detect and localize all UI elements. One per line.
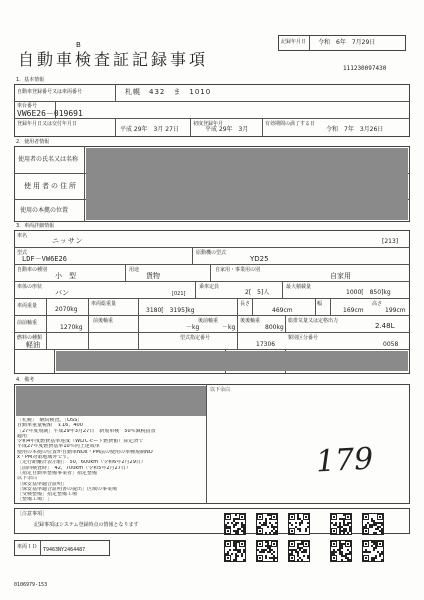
chassis-label: 車台番号: [17, 103, 38, 109]
remark-line: 令和4年度燃費基準達成（WLTCモード燃費値）算定済で: [17, 439, 144, 445]
section3-title: 3．車両詳細情報: [16, 223, 55, 229]
remark-line: 使用の本拠の位置が自動車NOx・PM法の使用の車種規制NO: [17, 449, 153, 455]
fr-axle-label: 前後軸重: [93, 318, 114, 324]
use-value: 貨物: [146, 272, 160, 280]
front-axle-label: 前前軸重: [17, 320, 38, 326]
model-label: 型式: [17, 250, 28, 256]
disp-value: 2.48L: [375, 322, 395, 330]
serial-number: 0106979-153: [14, 582, 48, 588]
remark-line: 平成27年度燃費基準10％向上達成車: [17, 444, 100, 450]
rf-axle-value: －kg: [222, 324, 236, 331]
body-code: [021]: [172, 291, 186, 297]
rr-axle-value: 800kg: [265, 324, 284, 331]
remark-line: ［整備工場］［: [17, 497, 50, 503]
remark-line: 以下余白: [17, 476, 38, 482]
model-value: LDF－VW6E26: [22, 255, 67, 263]
note-text: 記録事項はシステム登録時点の情報となります: [34, 522, 139, 528]
handwritten-number: 179: [315, 441, 375, 480]
remark-line: ［札幌］ 継続検査。［OSS］: [17, 418, 83, 423]
body-value: バン: [55, 289, 69, 297]
use-label: 用途: [129, 267, 140, 273]
qr-code-5: [362, 513, 384, 535]
qr-code-6: [224, 540, 246, 562]
record-date-value: 令和 6年 7月29日: [318, 39, 376, 46]
remark-line: ［受検整備］指定整備工場: [17, 492, 78, 498]
qr-code-7: [256, 540, 278, 562]
disp-label: 総排気量又は定格出力: [288, 318, 339, 324]
category-value: 0058: [383, 341, 399, 348]
engine-value: YD25: [250, 255, 269, 263]
type-no-label: 型式指定番号: [180, 335, 211, 341]
kind-label: 自動車の種別: [17, 267, 48, 273]
reg-number-value: 札幌 432 ま 1010: [125, 88, 212, 96]
width-value: 169cm: [343, 307, 364, 314]
front-axle-value: 1270kg: [60, 324, 83, 331]
weight-label: 車両重量: [17, 303, 38, 309]
page-title: 自動車検査証記録事項: [18, 50, 209, 69]
section4-title: 4．備考: [16, 377, 35, 383]
weight-value: 2070kg: [55, 306, 78, 313]
record-date-label: 記録年月日: [281, 39, 307, 45]
qr-code-3: [288, 513, 310, 535]
engine-label: 原動機の型式: [196, 250, 227, 256]
expiry-label: 有効期間の満了する日: [265, 121, 316, 127]
redacted-user-info: [86, 148, 408, 220]
length-value: 469cm: [272, 307, 293, 314]
maxload-label: 最大積載量: [286, 284, 312, 290]
redacted-vehicle-row: [56, 351, 408, 371]
first-year-label: 初度登録年月: [193, 121, 224, 127]
remark-line: ［保安基準適合証明］: [17, 481, 68, 487]
reg-number-label: 自動車登録番号又は車両番号: [17, 89, 83, 95]
body-label: 車体の形状: [17, 284, 43, 290]
maker-code: [213]: [382, 238, 399, 245]
user-name-label: 使用者の氏名又は名称: [18, 156, 79, 163]
remark-line: ［指定自動車整備事業者］指定整備: [17, 470, 98, 476]
user-address-label: 使用者の住所: [24, 182, 78, 190]
remark-line: ［前回検査時］ 42，700km（令和5年2月27日）: [17, 465, 131, 471]
redacted-remarks: [16, 386, 206, 416]
remark-line: ［27年度規制］平成29年3月27日 新規車検 50％減税措置: [17, 428, 156, 434]
rr-axle-label: 後後軸重: [240, 318, 261, 324]
maker-value: ニッサン: [52, 237, 84, 245]
first-reg-label: 登録年月日又は交付年月日: [17, 121, 78, 127]
remark-line: x・PM対策地域外です。: [17, 455, 72, 461]
qr-code-1: [224, 513, 246, 535]
note-title: ［注意事項］: [17, 511, 48, 517]
height-label: 高さ: [372, 301, 383, 307]
fuel-value: 軽油: [26, 341, 40, 349]
title-mark: B: [76, 41, 81, 49]
car-id-label: 車両ＩＤ: [17, 544, 38, 550]
first-year-value: 平成 29年 3月: [205, 126, 249, 133]
qr-code-10: [362, 540, 384, 562]
base-location-label: 使用の本拠の位置: [20, 207, 69, 214]
gross-value: 3180[ 3195]kg: [146, 307, 195, 314]
qr-code-2: [256, 513, 278, 535]
fuel-label: 燃料の種類: [17, 335, 43, 341]
qr-code-4: [330, 513, 352, 535]
section1-title: 1．基本情報: [16, 77, 45, 83]
capacity-label: 乗車定員: [199, 284, 220, 290]
remark-line: ［保安基準適合証明書の提出］区域の事業場: [17, 486, 118, 492]
rf-axle-label: 後前軸重: [198, 318, 219, 324]
capacity-value: 2[ 5]人: [245, 289, 270, 296]
first-reg-value: 平成 29年 3月 27日: [120, 126, 179, 133]
purpose-label: 自家用・事業用の別: [215, 267, 261, 273]
document-number: 111230097430: [343, 65, 387, 72]
qr-code-8: [288, 540, 310, 562]
section2-title: 2．使用者情報: [16, 139, 50, 145]
width-label: 幅: [317, 301, 323, 307]
purpose-value: 自家用: [330, 272, 351, 280]
car-id-value: T9463NY2464487: [43, 547, 86, 553]
height-value: 199cm: [385, 307, 406, 314]
remark-line: 自動車重量税額 ￥16，400: [17, 423, 83, 429]
maker-label: 車名: [17, 233, 28, 239]
remark-line: 適用: [17, 433, 28, 439]
category-label: 類別区分番号: [288, 335, 319, 341]
fr-axle-value: －kg: [186, 324, 200, 331]
length-label: 長さ: [240, 301, 251, 307]
remarks-continued: 以下余白: [210, 387, 231, 393]
remark-line: ［走行距離計表示値］ 50，600km（令和6年2月29日）: [17, 460, 146, 466]
chassis-value: VW6E26－019691: [17, 109, 83, 118]
gross-label: 車両総重量: [91, 301, 117, 307]
type-no-value: 17306: [256, 341, 276, 348]
expiry-value: 令和 7年 3月26日: [326, 126, 384, 133]
qr-code-9: [330, 540, 352, 562]
remarks-list: [17, 418, 205, 503]
kind-value: 小 型: [55, 272, 76, 280]
maxload-value: 1000[ 850]kg: [346, 289, 391, 296]
